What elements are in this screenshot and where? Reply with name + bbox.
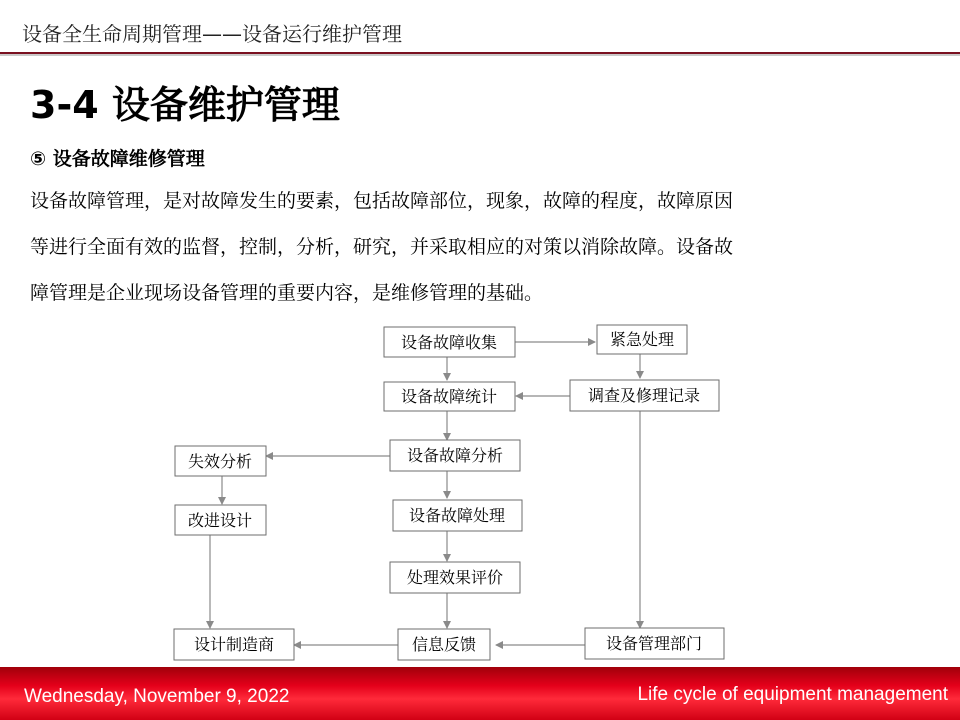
footer-brand: Life cycle of equipment management	[637, 684, 948, 705]
flow-node-emergency	[597, 325, 687, 354]
flow-node-collect	[384, 327, 515, 357]
flow-node-department	[585, 628, 724, 659]
node-label: 处理效果评价	[406, 568, 504, 587]
node-label: 设备故障分析	[406, 446, 504, 465]
section-title: 3-4 设备维护管理	[30, 83, 340, 127]
node-label: 改进设计	[187, 511, 253, 530]
flow-node-statistics	[384, 382, 515, 411]
node-label: 设备故障收集	[400, 333, 498, 352]
flow-node-evaluation	[390, 562, 520, 593]
node-label: 设计制造商	[193, 635, 275, 654]
flow-node-manufacturer	[174, 629, 294, 660]
footer-date: Wednesday, November 9, 2022	[24, 686, 290, 707]
header-title: 设备全生命周期管理——设备运行维护管理	[22, 22, 402, 46]
node-label: 失效分析	[187, 452, 253, 471]
flow-node-investigate	[570, 380, 719, 411]
paragraph-line: 设备故障管理，是对故障发生的要素，包括故障部位，现象，故障的程度，故障原因	[30, 190, 734, 212]
flow-node-handling	[393, 500, 522, 531]
paragraph-line: 障管理是企业现场设备管理的重要内容，是维修管理的基础。	[30, 282, 544, 304]
subsection-title: ⑤ 设备故障维修管理	[30, 148, 205, 170]
flow-node-failure-analysis	[175, 446, 266, 476]
paragraph-line: 等进行全面有效的监督，控制，分析，研究，并采取相应的对策以消除故障。设备故	[30, 236, 734, 258]
node-label: 紧急处理	[609, 330, 675, 349]
flow-node-improve	[175, 505, 266, 535]
node-label: 设备管理部门	[605, 634, 703, 653]
node-label: 设备故障统计	[400, 387, 498, 406]
node-label: 调查及修理记录	[587, 386, 701, 405]
flow-node-analysis	[390, 440, 520, 471]
node-label: 信息反馈	[411, 635, 477, 654]
flow-node-feedback	[398, 629, 490, 660]
node-label: 设备故障处理	[408, 506, 506, 525]
